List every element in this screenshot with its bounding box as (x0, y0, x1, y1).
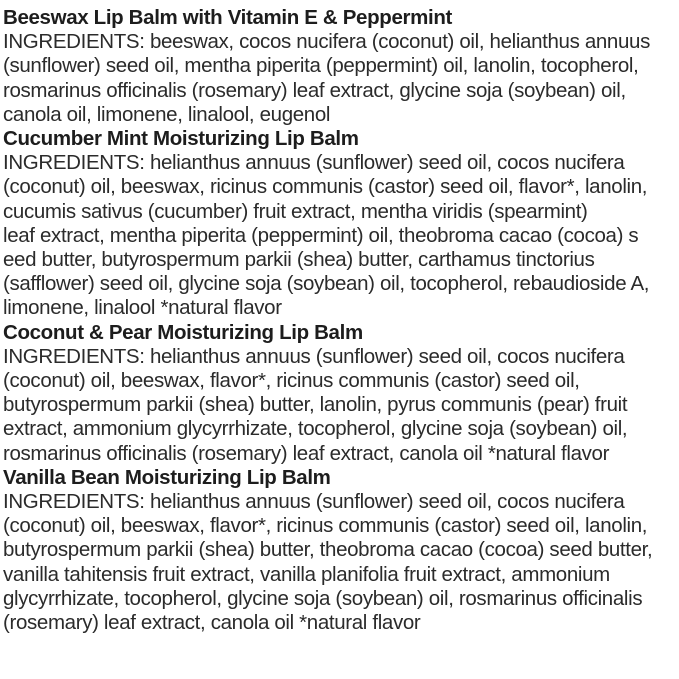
ingredients-line: glycyrrhizate, tocopherol, glycine soja (soybean) oil, rosmarinus officinalis (3, 586, 643, 610)
ingredients-line: rosmarinus officinalis (rosemary) leaf extract, canola oil *natural flavor (3, 441, 610, 465)
ingredients-line: vanilla tahitensis fruit extract, vanilla planifolia fruit extract, ammonium (3, 562, 610, 586)
ingredients-line: limonene, linalool *natural flavor (3, 296, 282, 320)
ingredients-line: INGREDIENTS: helianthus annuus (sunflower) seed oil, cocos nucifera (3, 490, 625, 514)
ingredients-line: eed butter, butyrospermum parkii (shea) butter, carthamus tinctorius (3, 248, 595, 272)
ingredients-line: INGREDIENTS: helianthus annuus (sunflower) seed oil, cocos nucifera (3, 151, 625, 175)
ingredients-line: (coconut) oil, beeswax, ricinus communis (castor) seed oil, flavor*, lanolin, (3, 175, 648, 199)
product-title: Coconut & Pear Moisturizing Lip Balm (3, 320, 363, 344)
product-section (3, 127, 679, 321)
product-section (3, 466, 679, 635)
ingredients-line: (coconut) oil, beeswax, flavor*, ricinus communis (castor) seed oil, (3, 369, 580, 393)
ingredients-line: (rosemary) leaf extract, canola oil *natural flavor (3, 611, 421, 635)
ingredients-line: leaf extract, mentha piperita (peppermint) oil, theobroma cacao (cocoa) s (3, 223, 639, 247)
ingredients-line: (coconut) oil, beeswax, flavor*, ricinus communis (castor) seed oil, lanolin, (3, 514, 648, 538)
ingredients-line: (sunflower) seed oil, mentha piperita (peppermint) oil, lanolin, tocopherol, (3, 54, 639, 78)
product-section (3, 321, 679, 466)
ingredients-line: INGREDIENTS: helianthus annuus (sunflower) seed oil, cocos nucifera (3, 344, 625, 368)
ingredients-line: extract, ammonium glycyrrhizate, tocopherol, glycine soja (soybean) oil, (3, 417, 628, 441)
ingredients-line: rosmarinus officinalis (rosemary) leaf extract, glycine soja (soybean) oil, (3, 78, 626, 102)
ingredients-line: INGREDIENTS: beeswax, cocos nucifera (coconut) oil, helianthus annuus (3, 30, 650, 54)
product-title: Cucumber Mint Moisturizing Lip Balm (3, 127, 359, 151)
ingredients-line: butyrospermum parkii (shea) butter, theobroma cacao (cocoa) seed butter, (3, 538, 653, 562)
product-title: Beeswax Lip Balm with Vitamin E & Peppermint (3, 6, 453, 29)
ingredients-line: butyrospermum parkii (shea) butter, lanolin, pyrus communis (pear) fruit (3, 393, 628, 417)
ingredients-line: canola oil, limonene, linalool, eugenol (3, 102, 331, 126)
ingredients-line: cucumis sativus (cucumber) fruit extract, mentha viridis (spearmint) (3, 199, 588, 223)
ingredients-line: (safflower) seed oil, glycine soja (soybean) oil, tocopherol, rebaudioside A, (3, 272, 650, 296)
product-section (3, 6, 679, 127)
product-title: Vanilla Bean Moisturizing Lip Balm (3, 465, 331, 489)
